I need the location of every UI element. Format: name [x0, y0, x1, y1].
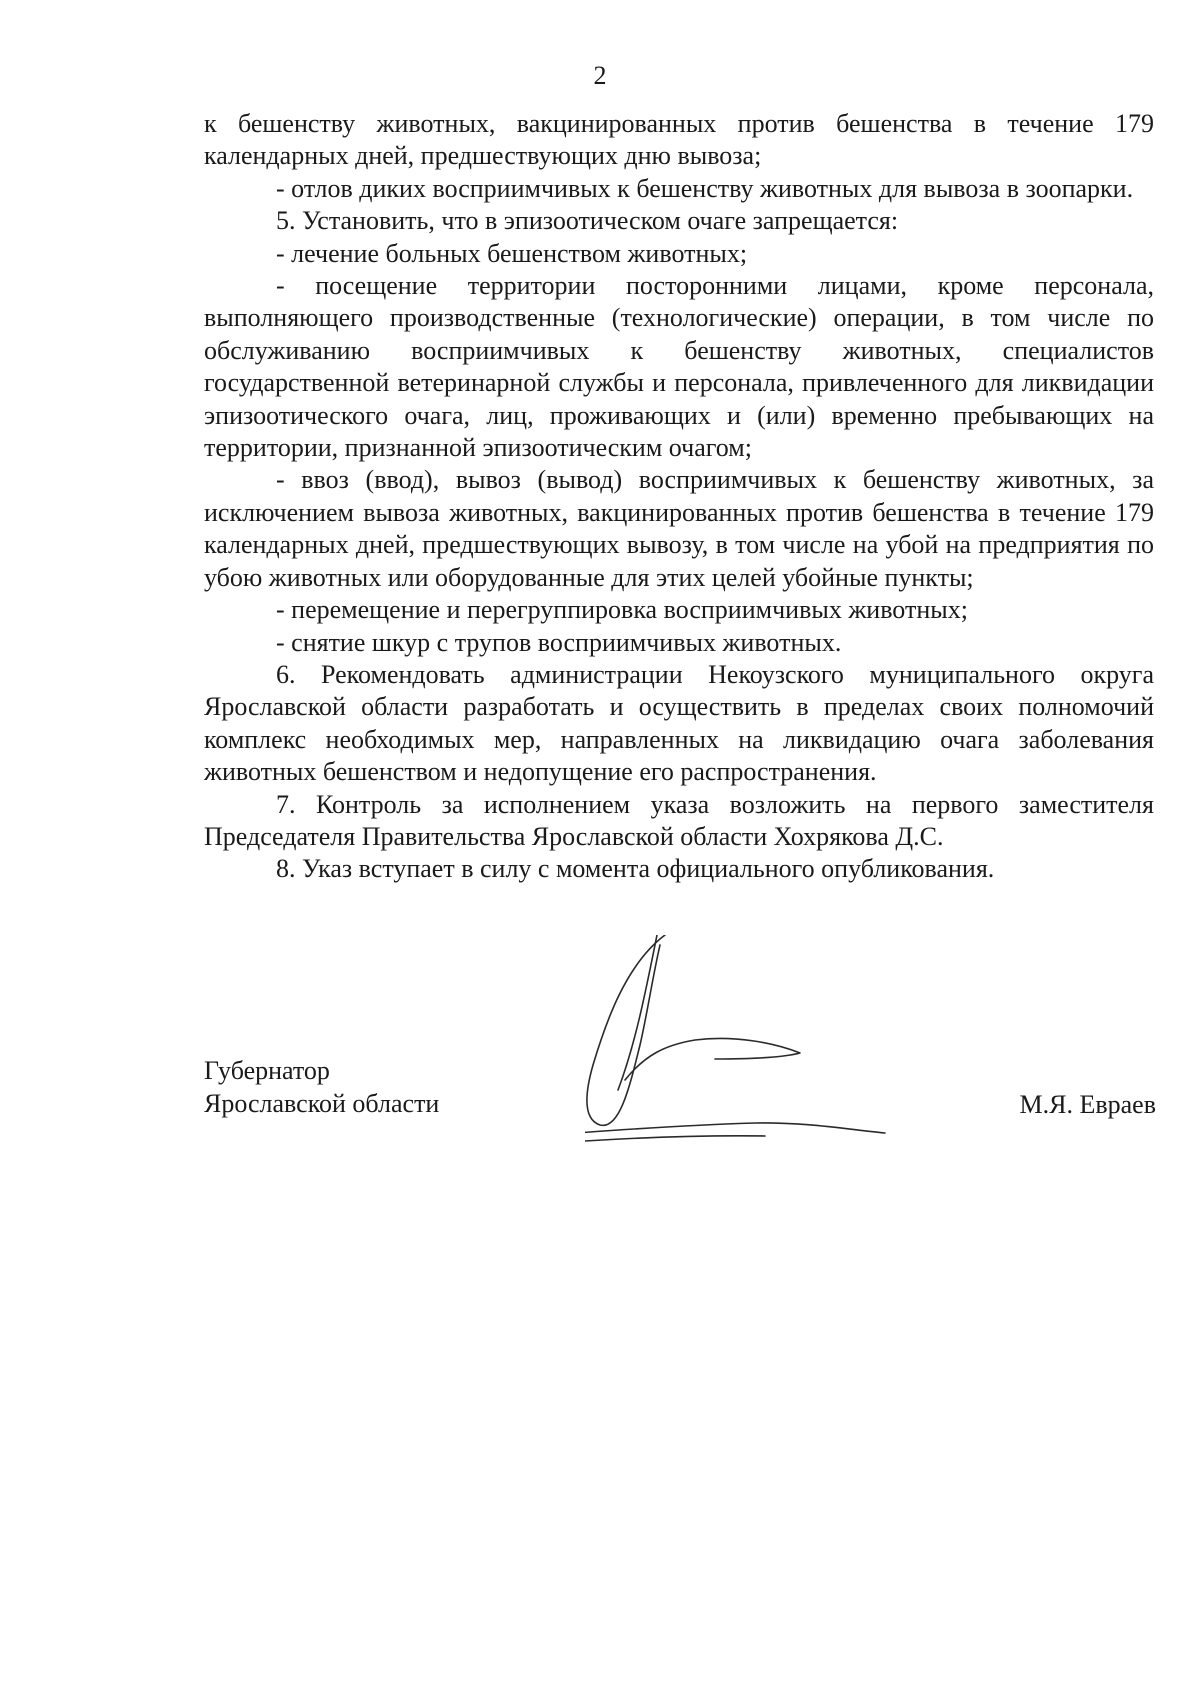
paragraph-item-visits: - посещение территории посторонними лицами, кроме персонала, выполняющего производственные (технологические) операции, в том числе по обслуживанию восприимчивых к бешенству животных, специалистов государственной ветеринарной службы и персонала, привлеченного для ликвидации эпизоотического очага, лиц, проживающих и (или) временно пребывающих на территории, признанной эпизоотическим очагом;	[204, 271, 1154, 463]
signatory-title-line1: Губернатор	[204, 1056, 330, 1085]
signatory-name: М.Я. Евраев	[1019, 1090, 1156, 1119]
paragraph-clause-8: 8. Указ вступает в силу с момента официального опубликования.	[276, 854, 995, 884]
paragraph-item-capture: - отлов диких восприимчивых к бешенству животных для вывоза в зоопарки.	[276, 173, 1134, 203]
paragraph-item-regrouping: - перемещение и перегруппировка восприимчивых животных;	[276, 595, 968, 625]
handwritten-signature	[585, 935, 985, 1185]
paragraph-continuation: к бешенству животных, вакцинированных против бешенства в течение 179 календарных дней, предшествующих дню вывоза;	[204, 109, 1154, 171]
signatory-title	[204, 1054, 439, 1120]
signatory-title-line2: Ярославской области	[204, 1089, 440, 1118]
page-number: 2	[593, 61, 607, 90]
paragraph-clause-7: 7. Контроль за исполнением указа возложить на первого заместителя Председателя Правительства Ярославской области Хохрякова Д.С.	[204, 789, 1154, 851]
paragraph-item-skins: - снятие шкур с трупов восприимчивых животных.	[276, 627, 842, 657]
paragraph-clause-5: 5. Установить, что в эпизоотическом очаге запрещается:	[276, 206, 899, 236]
document-body	[204, 108, 1154, 886]
paragraph-item-treatment: - лечение больных бешенством животных;	[276, 238, 748, 268]
paragraph-clause-6: 6. Рекомендовать администрации Некоузского муниципального округа Ярославской области разработать и осуществить в пределах своих полномочий комплекс необходимых мер, направленных на ликвидацию очага заболевания животных бешенством и недопущение его распространения.	[204, 659, 1154, 787]
paragraph-item-transport: - ввоз (ввод), вывоз (вывод) восприимчивых к бешенству животных, за исключением вывоза животных, вакцинированных против бешенства в течение 179 календарных дней, предшествующих вывозу, в том числе на убой на предприятия по убою животных или оборудованные для этих целей убойные пункты;	[204, 465, 1154, 592]
